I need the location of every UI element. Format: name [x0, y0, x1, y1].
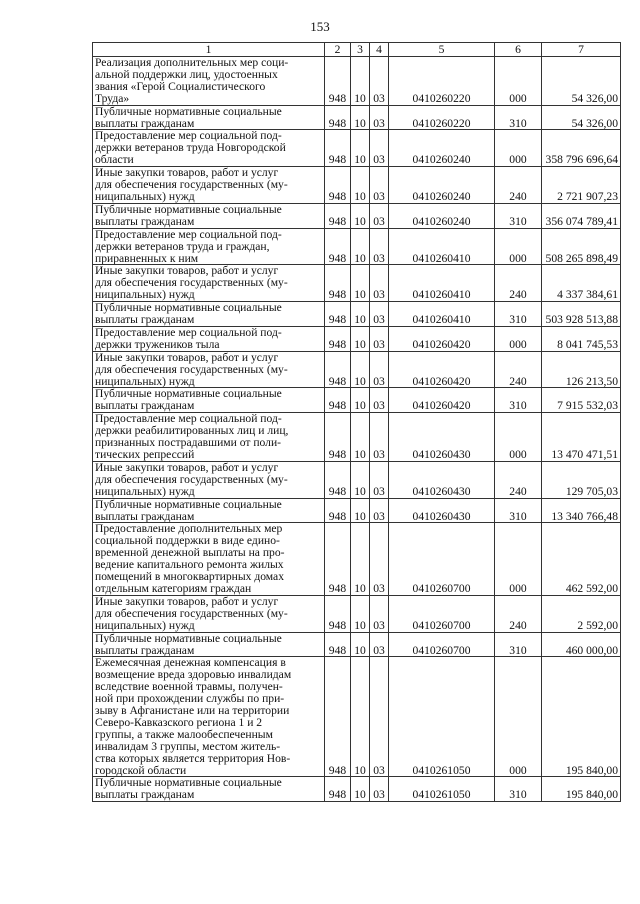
- header-row: [93, 43, 621, 57]
- cell-admin-code: 948: [325, 595, 351, 632]
- cell-target-code: 0410260410: [389, 302, 495, 327]
- table-row: [93, 203, 621, 228]
- cell-admin-code: 948: [325, 498, 351, 523]
- cell-subsection: 03: [370, 498, 389, 523]
- column-header: 7: [542, 43, 621, 57]
- cell-expense-type: 310: [495, 203, 542, 228]
- cell-admin-code: 948: [325, 413, 351, 462]
- cell-subsection: 03: [370, 265, 389, 302]
- cell-admin-code: 948: [325, 326, 351, 351]
- cell-subsection: 03: [370, 203, 389, 228]
- cell-section: 10: [351, 326, 370, 351]
- cell-name: Иные закупки товаров, работ и услуг для обеспечения государственных (му- ниципальных) нужд: [93, 461, 325, 498]
- table-row: [93, 523, 621, 595]
- cell-expense-type: 000: [495, 130, 542, 167]
- cell-expense-type: 310: [495, 498, 542, 523]
- cell-section: 10: [351, 413, 370, 462]
- cell-subsection: 03: [370, 302, 389, 327]
- cell-expense-type: 000: [495, 57, 542, 106]
- cell-amount: 129 705,03: [542, 461, 621, 498]
- cell-name: Публичные нормативные социальные выплаты гражданам: [93, 632, 325, 657]
- cell-section: 10: [351, 388, 370, 413]
- cell-target-code: 0410260700: [389, 632, 495, 657]
- table-row: [93, 302, 621, 327]
- cell-subsection: 03: [370, 351, 389, 388]
- cell-expense-type: 310: [495, 632, 542, 657]
- cell-subsection: 03: [370, 523, 389, 595]
- table-row: [93, 632, 621, 657]
- cell-section: 10: [351, 302, 370, 327]
- table-row: [93, 657, 621, 777]
- cell-admin-code: 948: [325, 203, 351, 228]
- cell-expense-type: 240: [495, 167, 542, 204]
- cell-expense-type: 310: [495, 302, 542, 327]
- cell-expense-type: 000: [495, 228, 542, 265]
- column-header: 4: [370, 43, 389, 57]
- cell-subsection: 03: [370, 461, 389, 498]
- table-row: [93, 265, 621, 302]
- cell-amount: 8 041 745,53: [542, 326, 621, 351]
- table-row: [93, 130, 621, 167]
- cell-admin-code: 948: [325, 167, 351, 204]
- cell-admin-code: 948: [325, 265, 351, 302]
- cell-admin-code: 948: [325, 130, 351, 167]
- cell-target-code: 0410260220: [389, 105, 495, 130]
- cell-name: Иные закупки товаров, работ и услуг для обеспечения государственных (му- ниципальных) нужд: [93, 351, 325, 388]
- cell-amount: 2 721 907,23: [542, 167, 621, 204]
- cell-name: Реализация дополнительных мер соци- альной поддержки лиц, удостоенных звания «Герой Социалистического Труда»: [93, 57, 325, 106]
- cell-amount: 4 337 384,61: [542, 265, 621, 302]
- cell-amount: 358 796 696,64: [542, 130, 621, 167]
- cell-target-code: 0410261050: [389, 777, 495, 802]
- cell-section: 10: [351, 632, 370, 657]
- page-number: 153: [310, 19, 330, 34]
- cell-admin-code: 948: [325, 523, 351, 595]
- cell-amount: 2 592,00: [542, 595, 621, 632]
- cell-target-code: 0410260430: [389, 461, 495, 498]
- cell-target-code: 0410260220: [389, 57, 495, 106]
- cell-name: Иные закупки товаров, работ и услуг для обеспечения государственных (му- ниципальных) нужд: [93, 595, 325, 632]
- table-row: [93, 388, 621, 413]
- cell-section: 10: [351, 167, 370, 204]
- cell-amount: 13 340 766,48: [542, 498, 621, 523]
- cell-subsection: 03: [370, 326, 389, 351]
- cell-admin-code: 948: [325, 657, 351, 777]
- cell-subsection: 03: [370, 105, 389, 130]
- cell-target-code: 0410260420: [389, 351, 495, 388]
- cell-name: Предоставление мер социальной под- держки реабилитированных лиц и лиц, признанных пострадавшими от поли- тических репрессий: [93, 413, 325, 462]
- cell-admin-code: 948: [325, 57, 351, 106]
- cell-section: 10: [351, 203, 370, 228]
- cell-amount: 195 840,00: [542, 777, 621, 802]
- cell-section: 10: [351, 351, 370, 388]
- cell-section: 10: [351, 461, 370, 498]
- cell-subsection: 03: [370, 167, 389, 204]
- cell-name: Публичные нормативные социальные выплаты гражданам: [93, 203, 325, 228]
- table-body: [93, 57, 621, 802]
- cell-target-code: 0410261050: [389, 657, 495, 777]
- cell-section: 10: [351, 498, 370, 523]
- table-row: [93, 461, 621, 498]
- cell-target-code: 0410260240: [389, 203, 495, 228]
- cell-name: Предоставление дополнительных мер социальной поддержки в виде едино- временной денежной выплаты на про- ведение капитального ремонта жилых помещений в многоквартирных домах отдельным категориям граждан: [93, 523, 325, 595]
- table-row: [93, 57, 621, 106]
- cell-subsection: 03: [370, 657, 389, 777]
- cell-subsection: 03: [370, 130, 389, 167]
- cell-expense-type: 000: [495, 657, 542, 777]
- cell-target-code: 0410260240: [389, 130, 495, 167]
- cell-subsection: 03: [370, 228, 389, 265]
- cell-subsection: 03: [370, 388, 389, 413]
- cell-section: 10: [351, 265, 370, 302]
- cell-expense-type: 240: [495, 265, 542, 302]
- cell-admin-code: 948: [325, 632, 351, 657]
- column-header: 5: [389, 43, 495, 57]
- cell-amount: 503 928 513,88: [542, 302, 621, 327]
- cell-expense-type: 000: [495, 523, 542, 595]
- cell-target-code: 0410260700: [389, 595, 495, 632]
- column-header: 6: [495, 43, 542, 57]
- table-row: [93, 326, 621, 351]
- cell-name: Публичные нормативные социальные выплаты гражданам: [93, 498, 325, 523]
- cell-expense-type: 240: [495, 461, 542, 498]
- column-header: 3: [351, 43, 370, 57]
- cell-name: Предоставление мер социальной под- держки тружеников тыла: [93, 326, 325, 351]
- cell-amount: 356 074 789,41: [542, 203, 621, 228]
- cell-section: 10: [351, 105, 370, 130]
- column-header: 2: [325, 43, 351, 57]
- table-row: [93, 105, 621, 130]
- cell-expense-type: 310: [495, 388, 542, 413]
- cell-admin-code: 948: [325, 461, 351, 498]
- budget-table: [92, 42, 621, 802]
- table-row: [93, 167, 621, 204]
- cell-amount: 460 000,00: [542, 632, 621, 657]
- cell-subsection: 03: [370, 57, 389, 106]
- cell-section: 10: [351, 228, 370, 265]
- table-row: [93, 595, 621, 632]
- column-header: 1: [93, 43, 325, 57]
- cell-name: Публичные нормативные социальные выплаты гражданам: [93, 388, 325, 413]
- cell-expense-type: 240: [495, 595, 542, 632]
- cell-admin-code: 948: [325, 105, 351, 130]
- cell-name: Публичные нормативные социальные выплаты гражданам: [93, 105, 325, 130]
- cell-expense-type: 000: [495, 326, 542, 351]
- cell-expense-type: 310: [495, 105, 542, 130]
- cell-name: Публичные нормативные социальные выплаты гражданам: [93, 777, 325, 802]
- cell-section: 10: [351, 657, 370, 777]
- cell-target-code: 0410260410: [389, 265, 495, 302]
- cell-admin-code: 948: [325, 302, 351, 327]
- cell-target-code: 0410260430: [389, 498, 495, 523]
- cell-target-code: 0410260430: [389, 413, 495, 462]
- cell-name: Иные закупки товаров, работ и услуг для обеспечения государственных (му- ниципальных) нужд: [93, 167, 325, 204]
- cell-target-code: 0410260420: [389, 326, 495, 351]
- cell-amount: 54 326,00: [542, 57, 621, 106]
- cell-section: 10: [351, 595, 370, 632]
- cell-amount: 7 915 532,03: [542, 388, 621, 413]
- cell-expense-type: 240: [495, 351, 542, 388]
- cell-subsection: 03: [370, 413, 389, 462]
- cell-name: Публичные нормативные социальные выплаты гражданам: [93, 302, 325, 327]
- cell-amount: 195 840,00: [542, 657, 621, 777]
- cell-admin-code: 948: [325, 351, 351, 388]
- cell-name: Иные закупки товаров, работ и услуг для обеспечения государственных (му- ниципальных) нужд: [93, 265, 325, 302]
- cell-target-code: 0410260420: [389, 388, 495, 413]
- cell-admin-code: 948: [325, 388, 351, 413]
- table-row: [93, 228, 621, 265]
- cell-expense-type: 000: [495, 413, 542, 462]
- cell-section: 10: [351, 57, 370, 106]
- cell-amount: 54 326,00: [542, 105, 621, 130]
- cell-amount: 462 592,00: [542, 523, 621, 595]
- cell-admin-code: 948: [325, 777, 351, 802]
- cell-target-code: 0410260700: [389, 523, 495, 595]
- table-row: [93, 351, 621, 388]
- cell-admin-code: 948: [325, 228, 351, 265]
- cell-name: Предоставление мер социальной под- держки ветеранов труда Новгородской области: [93, 130, 325, 167]
- cell-amount: 13 470 471,51: [542, 413, 621, 462]
- cell-amount: 126 213,50: [542, 351, 621, 388]
- cell-section: 10: [351, 777, 370, 802]
- cell-name: Ежемесячная денежная компенсация в возмещение вреда здоровью инвалидам вследствие военной травмы, получен- ной при прохождении службы по при- зыву в Афганистане или на территории Северо-Кавказского региона 1 и 2 группы, а также малообеспеченным инвалидам 3 группы, местом житель- ства которых является территория Нов- городской области: [93, 657, 325, 777]
- cell-subsection: 03: [370, 595, 389, 632]
- table-row: [93, 413, 621, 462]
- cell-subsection: 03: [370, 777, 389, 802]
- cell-expense-type: 310: [495, 777, 542, 802]
- cell-target-code: 0410260410: [389, 228, 495, 265]
- table-row: [93, 777, 621, 802]
- cell-target-code: 0410260240: [389, 167, 495, 204]
- cell-amount: 508 265 898,49: [542, 228, 621, 265]
- cell-name: Предоставление мер социальной под- держки ветеранов труда и граждан, приравненных к ним: [93, 228, 325, 265]
- cell-subsection: 03: [370, 632, 389, 657]
- cell-section: 10: [351, 130, 370, 167]
- table-row: [93, 498, 621, 523]
- cell-section: 10: [351, 523, 370, 595]
